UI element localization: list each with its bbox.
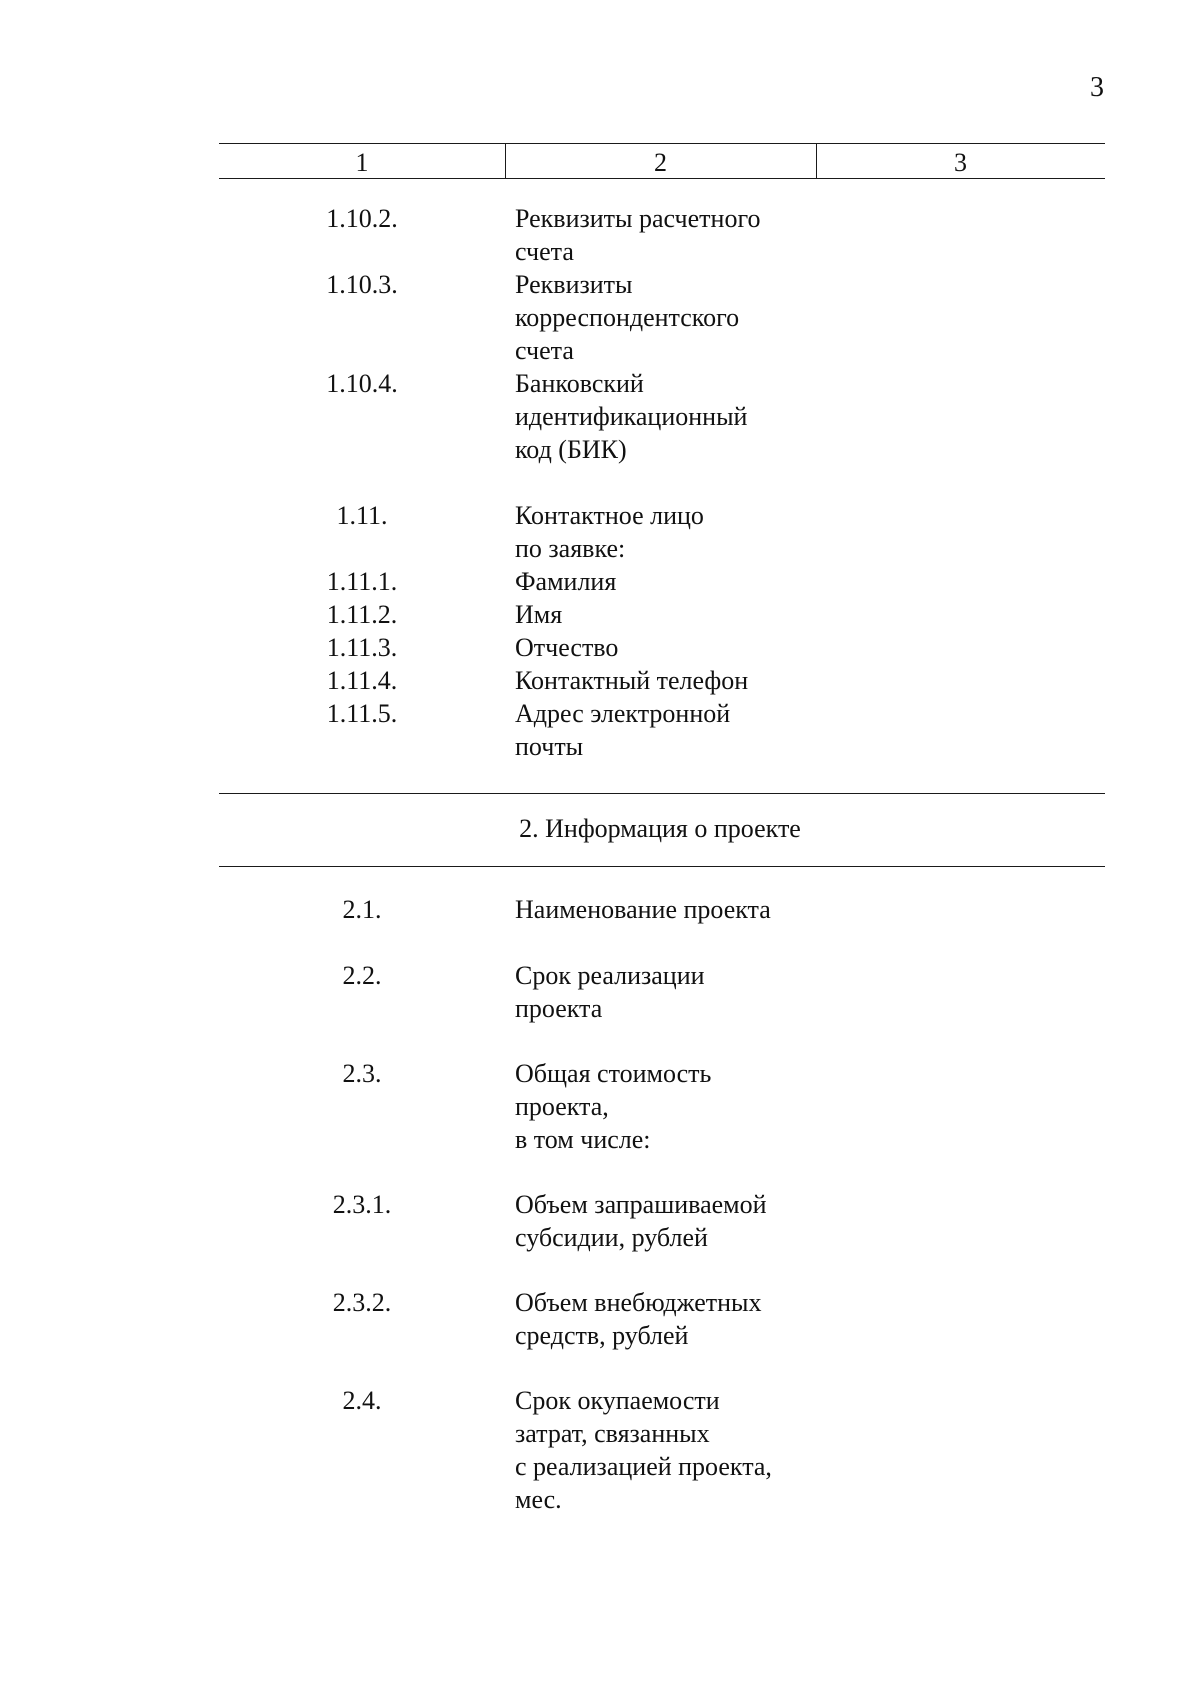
row-number: 2.2.	[342, 961, 382, 990]
row-number: 1.11.5.	[326, 699, 398, 728]
row-text: Срок окупаемости затрат, связанных с реализацией проекта, мес.	[515, 1386, 772, 1514]
row-text: Реквизиты корреспондентского счета	[515, 270, 740, 365]
row-number: 1.11.2.	[326, 600, 398, 629]
row-number: 2.1.	[342, 895, 382, 924]
page-number: 3	[1090, 72, 1104, 103]
table-header-col2: 2	[654, 148, 667, 177]
row-text: Контактное лицо по заявке:	[515, 501, 704, 563]
row-text: Срок реализации проекта	[515, 961, 705, 1023]
row-number: 2.4.	[342, 1386, 382, 1415]
row-text: Наименование проекта	[515, 895, 771, 924]
row-number: 1.10.4.	[326, 369, 398, 398]
row-number: 1.10.2.	[326, 204, 398, 233]
row-number: 1.11.3.	[326, 633, 398, 662]
row-text: Контактный телефон	[515, 666, 749, 695]
row-number: 1.11.1.	[326, 567, 398, 596]
row-number: 1.11.4.	[326, 666, 398, 695]
row-text: Адрес электронной почты	[515, 699, 731, 761]
row-text: Отчество	[515, 633, 619, 662]
table-header-top-rule	[219, 143, 1105, 144]
section-2-top-rule	[219, 793, 1105, 794]
row-number: 1.11.	[336, 501, 388, 530]
section-2-bottom-rule	[219, 866, 1105, 867]
row-number: 2.3.1.	[332, 1190, 392, 1219]
row-number: 2.3.2.	[332, 1288, 392, 1317]
row-number: 1.10.3.	[326, 270, 398, 299]
row-text: Имя	[515, 600, 563, 629]
row-text: Банковский идентификационный код (БИК)	[515, 369, 748, 464]
row-text: Объем запрашиваемой субсидии, рублей	[515, 1190, 767, 1252]
table-header-bottom-rule	[219, 178, 1105, 179]
table-header-col3: 3	[954, 148, 967, 177]
row-number: 2.3.	[342, 1059, 382, 1088]
row-text: Реквизиты расчетного счета	[515, 204, 761, 266]
row-text: Общая стоимость проекта, в том числе:	[515, 1059, 712, 1154]
table-header-col1: 1	[355, 148, 369, 177]
section-2-title: 2. Информация о проекте	[519, 814, 801, 843]
row-text: Фамилия	[515, 567, 617, 596]
row-text: Объем внебюджетных средств, рублей	[515, 1288, 762, 1350]
